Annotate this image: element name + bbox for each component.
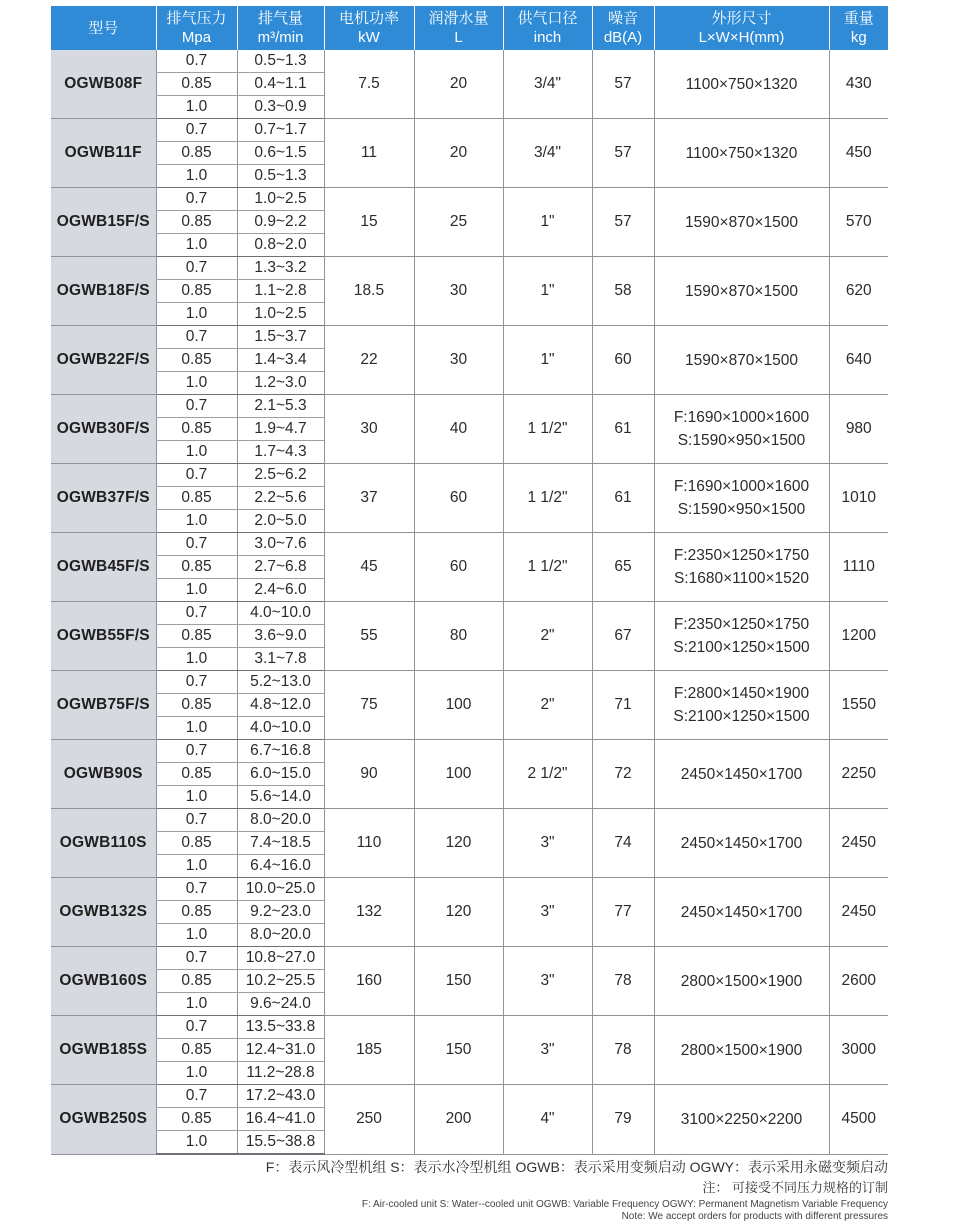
dimension-line: S:1590×950×1500 bbox=[677, 432, 806, 449]
table-row bbox=[51, 326, 888, 349]
pressure-cell: 1.0 bbox=[156, 1131, 237, 1155]
dimension-line: 1590×870×1500 bbox=[685, 282, 798, 300]
table-row bbox=[51, 671, 888, 694]
weight-cell: 4500 bbox=[829, 1085, 888, 1155]
dimension-line: 1100×750×1320 bbox=[685, 144, 798, 162]
pressure-cell: 0.85 bbox=[156, 142, 237, 165]
flow-cell: 2.0~5.0 bbox=[237, 510, 324, 533]
water-cell: 80 bbox=[414, 602, 503, 671]
note-zh: 注： 可接受不同压力规格的订制 bbox=[702, 1180, 888, 1195]
header-pressure: 排气压力 Mpa bbox=[156, 6, 237, 50]
power-cell: 132 bbox=[324, 878, 414, 947]
pressure-cell: 0.7 bbox=[156, 878, 237, 901]
dimensions-cell bbox=[654, 326, 829, 395]
pressure-cell: 0.85 bbox=[156, 280, 237, 303]
power-cell: 18.5 bbox=[324, 257, 414, 326]
pressure-cell: 0.7 bbox=[156, 464, 237, 487]
weight-cell: 2600 bbox=[829, 947, 888, 1016]
pressure-cell: 0.85 bbox=[156, 349, 237, 372]
inlet-cell: 3/4" bbox=[503, 119, 592, 188]
model-cell: OGWB75F/S bbox=[51, 671, 156, 740]
table-row bbox=[51, 1085, 888, 1108]
dimensions-cell bbox=[654, 602, 829, 671]
model-cell: OGWB90S bbox=[51, 740, 156, 809]
weight-cell: 2250 bbox=[829, 740, 888, 809]
dimension-line: 2450×1450×1700 bbox=[680, 903, 803, 921]
pressure-cell: 1.0 bbox=[156, 372, 237, 395]
power-cell: 7.5 bbox=[324, 50, 414, 119]
flow-cell: 1.2~3.0 bbox=[237, 372, 324, 395]
dimensions-cell bbox=[654, 464, 829, 533]
noise-cell: 74 bbox=[592, 809, 654, 878]
model-cell: OGWB08F bbox=[51, 50, 156, 119]
flow-cell: 1.0~2.5 bbox=[237, 303, 324, 326]
flow-cell: 10.0~25.0 bbox=[237, 878, 324, 901]
pressure-cell: 0.7 bbox=[156, 326, 237, 349]
table-row bbox=[51, 533, 888, 556]
dimensions-cell bbox=[654, 809, 829, 878]
flow-cell: 8.0~20.0 bbox=[237, 924, 324, 947]
dimensions-cell bbox=[654, 671, 829, 740]
table-row bbox=[51, 257, 888, 280]
pressure-cell: 1.0 bbox=[156, 993, 237, 1016]
pressure-cell: 0.7 bbox=[156, 188, 237, 211]
pressure-cell: 0.7 bbox=[156, 257, 237, 280]
header-inlet: 供气口径 inch bbox=[503, 6, 592, 50]
flow-cell: 7.4~18.5 bbox=[237, 832, 324, 855]
spec-table-body bbox=[51, 50, 888, 1154]
pressure-cell: 0.85 bbox=[156, 556, 237, 579]
table-row bbox=[51, 947, 888, 970]
power-cell: 22 bbox=[324, 326, 414, 395]
pressure-cell: 0.85 bbox=[156, 970, 237, 993]
dimension-line: S:1590×950×1500 bbox=[677, 501, 806, 518]
flow-cell: 12.4~31.0 bbox=[237, 1039, 324, 1062]
pressure-cell: 0.85 bbox=[156, 694, 237, 717]
flow-cell: 2.7~6.8 bbox=[237, 556, 324, 579]
water-cell: 100 bbox=[414, 671, 503, 740]
dimensions-cell bbox=[654, 50, 829, 119]
water-cell: 100 bbox=[414, 740, 503, 809]
flow-cell: 0.5~1.3 bbox=[237, 50, 324, 73]
water-cell: 150 bbox=[414, 947, 503, 1016]
flow-cell: 1.4~3.4 bbox=[237, 349, 324, 372]
dimension-line: F:1690×1000×1600 bbox=[673, 409, 810, 426]
spec-table-container bbox=[51, 6, 888, 1155]
flow-cell: 2.1~5.3 bbox=[237, 395, 324, 418]
header-model: 型号 bbox=[51, 6, 156, 50]
dimensions-cell bbox=[654, 878, 829, 947]
flow-cell: 5.6~14.0 bbox=[237, 786, 324, 809]
noise-cell: 79 bbox=[592, 1085, 654, 1155]
dimension-line: F:2350×1250×1750 bbox=[673, 616, 810, 633]
flow-cell: 10.8~27.0 bbox=[237, 947, 324, 970]
dimension-line: S:1680×1100×1520 bbox=[673, 570, 810, 587]
pressure-cell: 0.85 bbox=[156, 211, 237, 234]
pressure-cell: 0.7 bbox=[156, 395, 237, 418]
spec-table bbox=[51, 6, 888, 1155]
pressure-cell: 1.0 bbox=[156, 717, 237, 740]
flow-cell: 1.7~4.3 bbox=[237, 441, 324, 464]
flow-cell: 0.4~1.1 bbox=[237, 73, 324, 96]
pressure-cell: 1.0 bbox=[156, 648, 237, 671]
pressure-cell: 1.0 bbox=[156, 165, 237, 188]
inlet-cell: 4" bbox=[503, 1085, 592, 1155]
header-dimensions: 外形尺寸 L×W×H(mm) bbox=[654, 6, 829, 50]
flow-cell: 6.7~16.8 bbox=[237, 740, 324, 763]
pressure-cell: 1.0 bbox=[156, 303, 237, 326]
flow-cell: 0.6~1.5 bbox=[237, 142, 324, 165]
dimensions-cell bbox=[654, 740, 829, 809]
noise-cell: 57 bbox=[592, 119, 654, 188]
model-cell: OGWB55F/S bbox=[51, 602, 156, 671]
noise-cell: 58 bbox=[592, 257, 654, 326]
inlet-cell: 1" bbox=[503, 326, 592, 395]
water-cell: 30 bbox=[414, 326, 503, 395]
power-cell: 250 bbox=[324, 1085, 414, 1155]
flow-cell: 11.2~28.8 bbox=[237, 1062, 324, 1085]
model-cell: OGWB45F/S bbox=[51, 533, 156, 602]
weight-cell: 450 bbox=[829, 119, 888, 188]
flow-cell: 3.1~7.8 bbox=[237, 648, 324, 671]
dimensions-cell bbox=[654, 188, 829, 257]
inlet-cell: 1 1/2" bbox=[503, 533, 592, 602]
pressure-cell: 0.85 bbox=[156, 763, 237, 786]
flow-cell: 9.2~23.0 bbox=[237, 901, 324, 924]
dimension-line: 2450×1450×1700 bbox=[680, 834, 803, 852]
legend-zh: F：表示风冷型机组 S：表示水冷型机组 OGWB：表示采用变频启动 OGWY：表示采用永磁变频启动 bbox=[265, 1159, 888, 1175]
dimension-line: 1590×870×1500 bbox=[685, 213, 798, 231]
dimensions-cell bbox=[654, 1085, 829, 1155]
pressure-cell: 0.7 bbox=[156, 740, 237, 763]
table-row bbox=[51, 878, 888, 901]
power-cell: 75 bbox=[324, 671, 414, 740]
inlet-cell: 3" bbox=[503, 1016, 592, 1085]
noise-cell: 57 bbox=[592, 188, 654, 257]
flow-cell: 13.5~33.8 bbox=[237, 1016, 324, 1039]
water-cell: 60 bbox=[414, 533, 503, 602]
dimensions-cell bbox=[654, 533, 829, 602]
water-cell: 25 bbox=[414, 188, 503, 257]
weight-cell: 640 bbox=[829, 326, 888, 395]
pressure-cell: 0.85 bbox=[156, 73, 237, 96]
power-cell: 30 bbox=[324, 395, 414, 464]
pressure-cell: 0.7 bbox=[156, 602, 237, 625]
flow-cell: 0.3~0.9 bbox=[237, 96, 324, 119]
pressure-cell: 1.0 bbox=[156, 855, 237, 878]
dimension-line: 3100×2250×2200 bbox=[680, 1110, 803, 1128]
table-row bbox=[51, 188, 888, 211]
noise-cell: 60 bbox=[592, 326, 654, 395]
pressure-cell: 1.0 bbox=[156, 579, 237, 602]
model-cell: OGWB160S bbox=[51, 947, 156, 1016]
flow-cell: 8.0~20.0 bbox=[237, 809, 324, 832]
flow-cell: 4.0~10.0 bbox=[237, 602, 324, 625]
dimension-line: F:2800×1450×1900 bbox=[673, 685, 810, 702]
dimensions-cell bbox=[654, 1016, 829, 1085]
dimensions-cell bbox=[654, 119, 829, 188]
model-cell: OGWB18F/S bbox=[51, 257, 156, 326]
model-cell: OGWB132S bbox=[51, 878, 156, 947]
water-cell: 30 bbox=[414, 257, 503, 326]
pressure-cell: 0.7 bbox=[156, 533, 237, 556]
inlet-cell: 1 1/2" bbox=[503, 464, 592, 533]
noise-cell: 65 bbox=[592, 533, 654, 602]
flow-cell: 1.0~2.5 bbox=[237, 188, 324, 211]
flow-cell: 3.6~9.0 bbox=[237, 625, 324, 648]
noise-cell: 77 bbox=[592, 878, 654, 947]
weight-cell: 3000 bbox=[829, 1016, 888, 1085]
flow-cell: 0.8~2.0 bbox=[237, 234, 324, 257]
weight-cell: 1010 bbox=[829, 464, 888, 533]
flow-cell: 5.2~13.0 bbox=[237, 671, 324, 694]
water-cell: 150 bbox=[414, 1016, 503, 1085]
note-en: Note: We accept orders for products with different pressures bbox=[621, 1211, 888, 1222]
inlet-cell: 3" bbox=[503, 947, 592, 1016]
weight-cell: 1200 bbox=[829, 602, 888, 671]
flow-cell: 4.0~10.0 bbox=[237, 717, 324, 740]
header-row bbox=[51, 6, 888, 50]
header-flow: 排气量 m³/min bbox=[237, 6, 324, 50]
table-row bbox=[51, 1016, 888, 1039]
power-cell: 90 bbox=[324, 740, 414, 809]
dimension-line: 1100×750×1320 bbox=[685, 75, 798, 93]
noise-cell: 67 bbox=[592, 602, 654, 671]
weight-cell: 1110 bbox=[829, 533, 888, 602]
pressure-cell: 1.0 bbox=[156, 786, 237, 809]
header-weight: 重量 kg bbox=[829, 6, 888, 50]
water-cell: 200 bbox=[414, 1085, 503, 1155]
pressure-cell: 0.7 bbox=[156, 50, 237, 73]
power-cell: 11 bbox=[324, 119, 414, 188]
pressure-cell: 1.0 bbox=[156, 510, 237, 533]
table-row bbox=[51, 395, 888, 418]
inlet-cell: 3" bbox=[503, 878, 592, 947]
dimension-line: 2800×1500×1900 bbox=[680, 1041, 803, 1059]
model-cell: OGWB11F bbox=[51, 119, 156, 188]
model-cell: OGWB37F/S bbox=[51, 464, 156, 533]
flow-cell: 0.9~2.2 bbox=[237, 211, 324, 234]
flow-cell: 2.2~5.6 bbox=[237, 487, 324, 510]
weight-cell: 980 bbox=[829, 395, 888, 464]
water-cell: 40 bbox=[414, 395, 503, 464]
pressure-cell: 0.85 bbox=[156, 487, 237, 510]
header-noise: 噪音 dB(A) bbox=[592, 6, 654, 50]
dimensions-cell bbox=[654, 257, 829, 326]
pressure-cell: 0.7 bbox=[156, 671, 237, 694]
flow-cell: 9.6~24.0 bbox=[237, 993, 324, 1016]
flow-cell: 17.2~43.0 bbox=[237, 1085, 324, 1108]
flow-cell: 1.5~3.7 bbox=[237, 326, 324, 349]
flow-cell: 2.5~6.2 bbox=[237, 464, 324, 487]
inlet-cell: 3/4" bbox=[503, 50, 592, 119]
power-cell: 110 bbox=[324, 809, 414, 878]
table-row bbox=[51, 50, 888, 73]
pressure-cell: 0.7 bbox=[156, 1016, 237, 1039]
flow-cell: 15.5~38.8 bbox=[237, 1131, 324, 1155]
model-cell: OGWB30F/S bbox=[51, 395, 156, 464]
power-cell: 55 bbox=[324, 602, 414, 671]
flow-cell: 4.8~12.0 bbox=[237, 694, 324, 717]
table-row bbox=[51, 809, 888, 832]
dimension-line: 1590×870×1500 bbox=[685, 351, 798, 369]
pressure-cell: 0.7 bbox=[156, 119, 237, 142]
weight-cell: 2450 bbox=[829, 809, 888, 878]
model-cell: OGWB15F/S bbox=[51, 188, 156, 257]
weight-cell: 570 bbox=[829, 188, 888, 257]
model-cell: OGWB185S bbox=[51, 1016, 156, 1085]
power-cell: 37 bbox=[324, 464, 414, 533]
noise-cell: 61 bbox=[592, 395, 654, 464]
table-row bbox=[51, 464, 888, 487]
power-cell: 185 bbox=[324, 1016, 414, 1085]
flow-cell: 6.4~16.0 bbox=[237, 855, 324, 878]
dimension-line: S:2100×1250×1500 bbox=[673, 639, 810, 656]
noise-cell: 71 bbox=[592, 671, 654, 740]
pressure-cell: 0.85 bbox=[156, 1108, 237, 1131]
water-cell: 120 bbox=[414, 809, 503, 878]
model-cell: OGWB22F/S bbox=[51, 326, 156, 395]
water-cell: 20 bbox=[414, 50, 503, 119]
model-cell: OGWB110S bbox=[51, 809, 156, 878]
footnotes bbox=[51, 1157, 888, 1222]
dimensions-cell bbox=[654, 395, 829, 464]
header-power: 电机功率 kW bbox=[324, 6, 414, 50]
inlet-cell: 2 1/2" bbox=[503, 740, 592, 809]
dimension-line: 2450×1450×1700 bbox=[680, 765, 803, 783]
flow-cell: 16.4~41.0 bbox=[237, 1108, 324, 1131]
dimension-line: F:1690×1000×1600 bbox=[673, 478, 810, 495]
dimension-line: F:2350×1250×1750 bbox=[673, 547, 810, 564]
legend-en: F: Air-cooled unit S: Water--cooled unit OGWB: Variable Frequency OGWY: Permanent Magnetism Variable Frequency bbox=[361, 1199, 888, 1210]
noise-cell: 57 bbox=[592, 50, 654, 119]
table-row bbox=[51, 602, 888, 625]
flow-cell: 1.1~2.8 bbox=[237, 280, 324, 303]
noise-cell: 72 bbox=[592, 740, 654, 809]
inlet-cell: 2" bbox=[503, 602, 592, 671]
power-cell: 160 bbox=[324, 947, 414, 1016]
pressure-cell: 1.0 bbox=[156, 441, 237, 464]
flow-cell: 1.9~4.7 bbox=[237, 418, 324, 441]
inlet-cell: 3" bbox=[503, 809, 592, 878]
model-cell: OGWB250S bbox=[51, 1085, 156, 1155]
water-cell: 120 bbox=[414, 878, 503, 947]
pressure-cell: 0.7 bbox=[156, 1085, 237, 1108]
weight-cell: 620 bbox=[829, 257, 888, 326]
flow-cell: 0.5~1.3 bbox=[237, 165, 324, 188]
pressure-cell: 1.0 bbox=[156, 1062, 237, 1085]
flow-cell: 10.2~25.5 bbox=[237, 970, 324, 993]
dimension-line: S:2100×1250×1500 bbox=[673, 708, 810, 725]
inlet-cell: 1" bbox=[503, 257, 592, 326]
power-cell: 15 bbox=[324, 188, 414, 257]
flow-cell: 3.0~7.6 bbox=[237, 533, 324, 556]
water-cell: 20 bbox=[414, 119, 503, 188]
header-water: 润滑水量 L bbox=[414, 6, 503, 50]
pressure-cell: 0.85 bbox=[156, 625, 237, 648]
dimensions-cell bbox=[654, 947, 829, 1016]
noise-cell: 61 bbox=[592, 464, 654, 533]
pressure-cell: 0.85 bbox=[156, 832, 237, 855]
weight-cell: 1550 bbox=[829, 671, 888, 740]
water-cell: 60 bbox=[414, 464, 503, 533]
flow-cell: 0.7~1.7 bbox=[237, 119, 324, 142]
inlet-cell: 2" bbox=[503, 671, 592, 740]
pressure-cell: 0.85 bbox=[156, 1039, 237, 1062]
power-cell: 45 bbox=[324, 533, 414, 602]
noise-cell: 78 bbox=[592, 1016, 654, 1085]
flow-cell: 6.0~15.0 bbox=[237, 763, 324, 786]
flow-cell: 2.4~6.0 bbox=[237, 579, 324, 602]
table-row bbox=[51, 740, 888, 763]
noise-cell: 78 bbox=[592, 947, 654, 1016]
pressure-cell: 1.0 bbox=[156, 924, 237, 947]
pressure-cell: 1.0 bbox=[156, 96, 237, 119]
flow-cell: 1.3~3.2 bbox=[237, 257, 324, 280]
table-row bbox=[51, 119, 888, 142]
pressure-cell: 0.7 bbox=[156, 947, 237, 970]
pressure-cell: 1.0 bbox=[156, 234, 237, 257]
pressure-cell: 0.85 bbox=[156, 418, 237, 441]
inlet-cell: 1" bbox=[503, 188, 592, 257]
dimension-line: 2800×1500×1900 bbox=[680, 972, 803, 990]
pressure-cell: 0.85 bbox=[156, 901, 237, 924]
inlet-cell: 1 1/2" bbox=[503, 395, 592, 464]
pressure-cell: 0.7 bbox=[156, 809, 237, 832]
weight-cell: 430 bbox=[829, 50, 888, 119]
weight-cell: 2450 bbox=[829, 878, 888, 947]
